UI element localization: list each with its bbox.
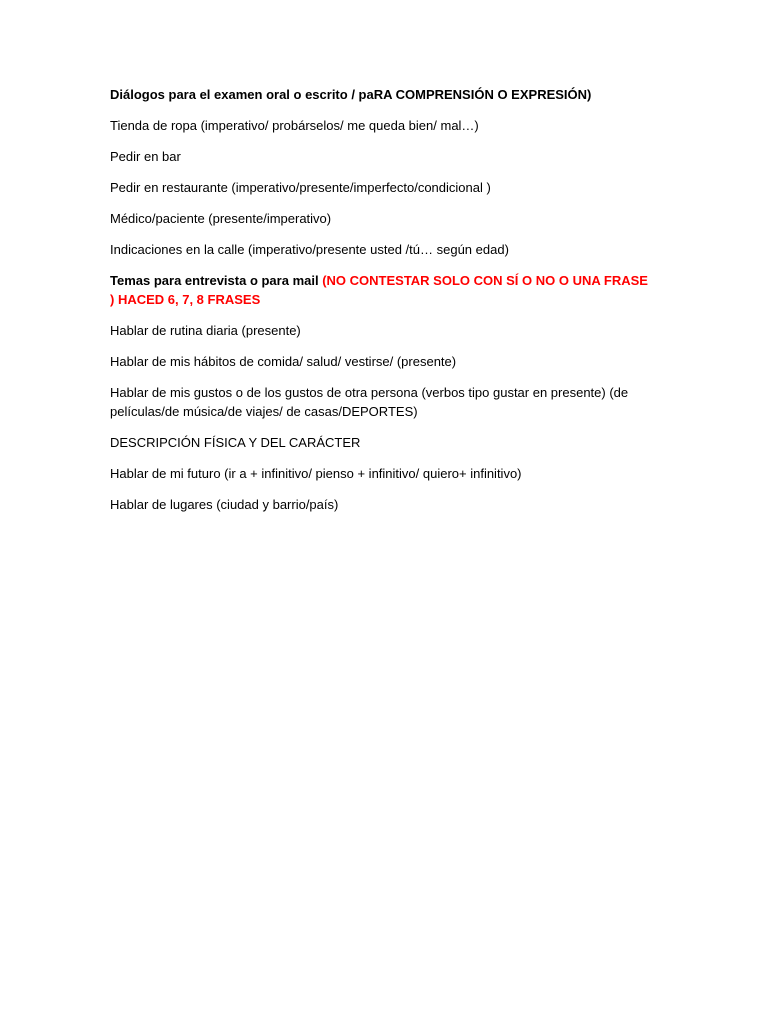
dialog-item-bar: Pedir en bar (110, 149, 181, 164)
topics-note: (NO CONTESTAR SOLO CON SÍ O NO O UNA FRASE ) HACED 6, 7, 8 FRASES (110, 273, 648, 307)
topic-item-tastes: Hablar de mis gustos o de los gustos de otra persona (verbos tipo gustar en presente) (de películas/de música/de viajes/ de casas/DEPORTES) (110, 385, 629, 419)
topic-item-description: DESCRIPCIÓN FÍSICA Y DEL CARÁCTER (110, 435, 361, 450)
topics-heading: Temas para entrevista o para mail (110, 273, 319, 288)
dialog-item-restaurant: Pedir en restaurante (imperativo/presente/imperfecto/condicional ) (110, 180, 491, 195)
dialog-item-directions: Indicaciones en la calle (imperativo/presente usted /tú… según edad) (110, 242, 509, 257)
document-heading: Diálogos para el examen oral o escrito / paRA COMPRENSIÓN O EXPRESIÓN) (110, 87, 592, 102)
topic-item-daily-routine: Hablar de rutina diaria (presente) (110, 323, 301, 338)
topic-item-habits: Hablar de mis hábitos de comida/ salud/ vestirse/ (presente) (110, 354, 457, 369)
dialog-item-clothing-store: Tienda de ropa (imperativo/ probárselos/ me queda bien/ mal…) (110, 118, 479, 133)
topics-heading-paragraph (110, 271, 650, 309)
document-body (110, 85, 650, 526)
topic-item-places: Hablar de lugares (ciudad y barrio/país) (110, 497, 339, 512)
topic-item-future: Hablar de mi futuro (ir a + infinitivo/ pienso + infinitivo/ quiero+ infinitivo) (110, 466, 522, 481)
dialog-item-doctor: Médico/paciente (presente/imperativo) (110, 211, 332, 226)
